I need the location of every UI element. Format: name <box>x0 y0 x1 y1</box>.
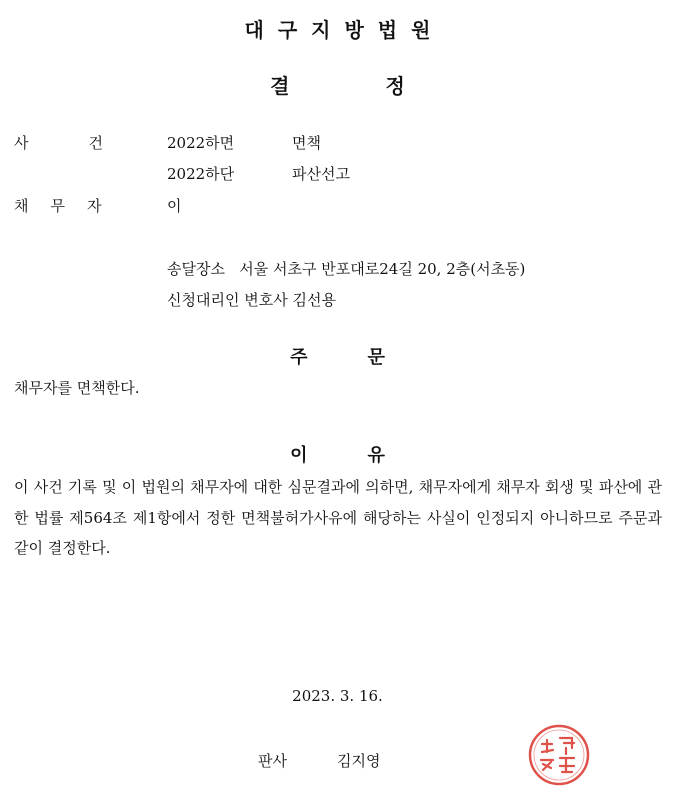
delivery-address: 서울 서초구 반포대로24길 20, 2층(서초동) <box>239 260 526 278</box>
delivery-line <box>167 259 525 279</box>
debtor-name: 이 <box>167 197 182 215</box>
order-heading: 주문 <box>290 347 445 368</box>
debtor-label: 채무자 <box>14 197 124 215</box>
case-number-2: 2022하단 <box>167 165 235 183</box>
decision-date: 2023. 3. 16. <box>292 687 383 705</box>
agent-label: 신청대리인 <box>167 291 240 309</box>
case-number-1: 2022하면 <box>167 134 235 152</box>
reason-text: 이 사건 기록 및 이 법원의 채무자에 대한 심문결과에 의하면, 채무자에게 채무자 회생 및 파산에 관한 법률 제564조 제1항에서 정한 면책불허가사유에 해당하는 사실이 인정되지 아니하므로 주문과 같이 결정한다. <box>14 478 662 557</box>
case-name-1: 면책 <box>292 134 321 152</box>
reason-heading: 이유 <box>290 445 445 466</box>
judge-name: 김지영 <box>337 752 381 770</box>
document-type-title: 결정 <box>270 74 501 98</box>
delivery-label: 송달장소 <box>167 260 225 278</box>
court-name: 대구지방법원 <box>244 18 445 42</box>
judge-seal-stamp <box>528 724 590 786</box>
order-text: 채무자를 면책한다. <box>14 379 140 397</box>
agent-line <box>167 290 336 310</box>
agent-name: 변호사 김선용 <box>244 291 336 309</box>
judge-label: 판사 <box>258 752 287 770</box>
case-label: 사건 <box>14 134 163 152</box>
case-name-2: 파산선고 <box>292 165 350 183</box>
